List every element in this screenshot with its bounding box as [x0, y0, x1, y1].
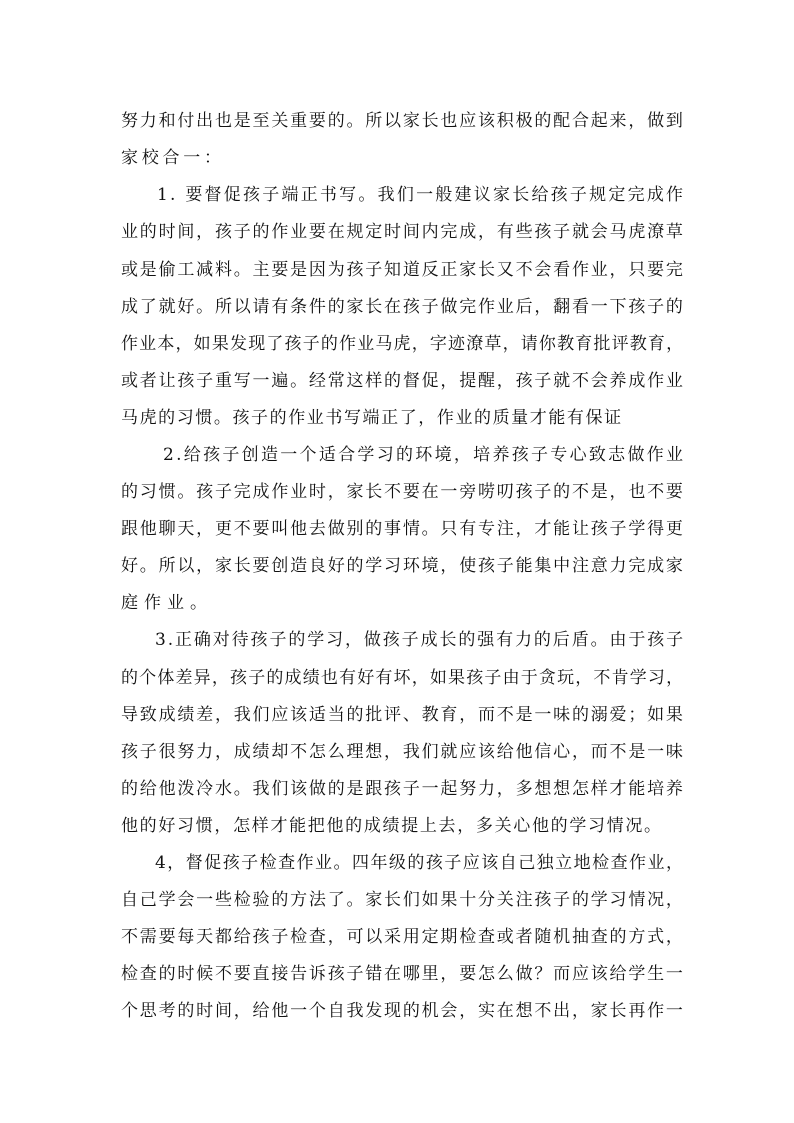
- text-line: 好。所以，家长要创造良好的学习环境，使孩子能集中注意力完成家: [121, 556, 685, 576]
- text-line: 努力和付出也是至关重要的。所以家长也应该积极的配合起来，做到: [121, 111, 685, 131]
- text-line: 3.正确对待孩子的学习，做孩子成长的强有力的后盾。由于孩子: [155, 630, 686, 650]
- text-line: 孩子很努力，成绩却不怎么理想，我们就应该给他信心，而不是一味: [121, 742, 685, 762]
- text-line: 4，督促孩子检查作业。四年级的孩子应该自己独立地检查作业，: [155, 853, 685, 873]
- text-line: 自己学会一些检验的方法了。家长们如果十分关注孩子的学习情况，: [121, 890, 685, 910]
- text-line: 的习惯。孩子完成作业时，家长不要在一旁唠叨孩子的不是，也不要: [121, 482, 685, 502]
- text-line: 检查的时候不要直接告诉孩子错在哪里，要怎么做？而应该给学生一: [121, 964, 685, 984]
- text-line: 庭作业。: [121, 593, 213, 613]
- text-line: 的给他泼冷水。我们该做的是跟孩子一起努力，多想想怎样才能培养: [121, 779, 685, 799]
- text-line: 马虎的习惯。孩子的作业书写端正了，作业的质量才能有保证: [121, 408, 623, 428]
- text-line: 或是偷工减料。主要是因为孩子知道反正家长又不会看作业，只要完: [121, 260, 685, 280]
- text-line: 的个体差异，孩子的成绩也有好有坏，如果孩子由于贪玩，不肯学习，: [121, 668, 685, 688]
- text-line: 作业本，如果发现了孩子的作业马虎，字迹潦草，请你教育批评教育，: [121, 334, 685, 354]
- text-line: 或者让孩子重写一遍。经常这样的督促，提醒，孩子就不会养成作业: [121, 371, 685, 391]
- text-line: 导致成绩差，我们应该适当的批评、教育，而不是一味的溺爱；如果: [121, 705, 685, 725]
- text-line: 1. 要督促孩子端正书写。我们一般建议家长给孩子规定完成作: [157, 185, 686, 205]
- text-line: 家校合一：: [121, 148, 225, 168]
- text-line: 跟他聊天，更不要叫他去做别的事情。只有专注，才能让孩子学得更: [121, 519, 685, 539]
- text-line: 2.给孩子创造一个适合学习的环境，培养孩子专心致志做作业: [163, 445, 686, 465]
- text-line: 成了就好。所以请有条件的家长在孩子做完作业后，翻看一下孩子的: [121, 297, 685, 317]
- text-line: 他的好习惯，怎样才能把他的成绩提上去，多关心他的学习情况。: [121, 816, 663, 836]
- text-line: 个思考的时间，给他一个自我发现的机会，实在想不出，家长再作一: [121, 1001, 685, 1021]
- text-line: 不需要每天都给孩子检查，可以采用定期检查或者随机抽查的方式，: [121, 927, 685, 947]
- text-line: 业的时间，孩子的作业要在规定时间内完成，有些孩子就会马虎潦草: [121, 222, 685, 242]
